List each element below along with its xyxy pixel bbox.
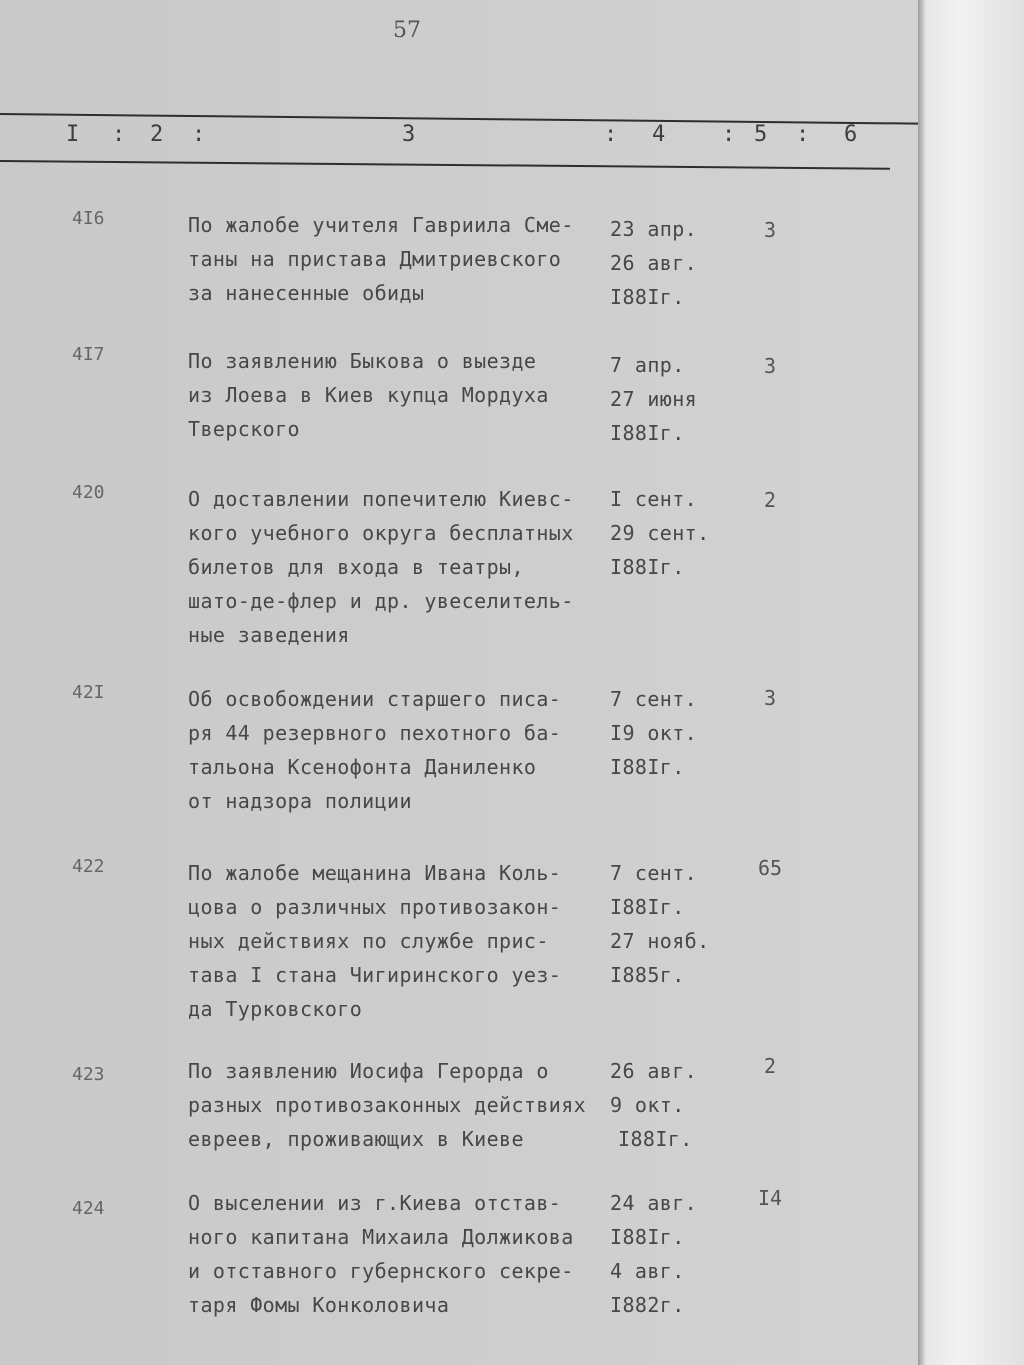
date-line: 7 апр.	[610, 353, 685, 377]
title-line: таря Фомы Конколовича	[188, 1293, 450, 1317]
title-line: ря 44 резервного пехотного ба-	[188, 721, 562, 745]
record-sheet-count: I4	[757, 1186, 783, 1210]
date-line: I88Iг.	[610, 421, 685, 445]
title-line: ного капитана Михаила Должикова	[188, 1225, 574, 1249]
title-line: таны на пристава Дмитриевского	[188, 247, 562, 271]
title-line: По жалобе учителя Гавриила Сме-	[188, 213, 574, 237]
title-line: и отставного губернского секре-	[188, 1259, 574, 1283]
column-header-2: 2	[150, 122, 164, 147]
record-title	[188, 682, 618, 818]
record-title	[188, 208, 618, 310]
date-line: 26 авг.	[610, 251, 698, 275]
record-sheet-count: 2	[763, 1054, 777, 1078]
title-line: из Лоева в Киев купца Мордуха	[188, 383, 549, 407]
title-line: билетов для входа в театры,	[188, 555, 524, 579]
column-separator: :	[604, 122, 618, 147]
date-line: 4 авг.	[610, 1259, 685, 1283]
date-line: 27 июня	[610, 387, 698, 411]
title-line: О доставлении попечителю Киевс-	[188, 487, 574, 511]
date-line: 7 сент.	[610, 687, 698, 711]
column-separator: :	[796, 122, 810, 147]
record-number: 423	[72, 1064, 105, 1085]
title-line: тальона Ксенофонта Даниленко	[188, 755, 537, 779]
title-line: тава I стана Чигиринского уез-	[188, 963, 562, 987]
header-rule-bottom	[0, 160, 890, 170]
column-header-3: 3	[402, 122, 416, 147]
date-line: I885г.	[610, 963, 685, 987]
header-rule-top	[0, 113, 918, 125]
date-line: I88Iг.	[610, 755, 685, 779]
date-line: 7 сент.	[610, 861, 698, 885]
title-line: По жалобе мещанина Ивана Коль-	[188, 861, 562, 885]
record-number: 42I	[72, 682, 105, 703]
date-line: I88Iг.	[610, 895, 685, 919]
column-header-1: I	[66, 122, 80, 147]
record-dates	[610, 1054, 730, 1156]
title-line: шато-де-флер и др. увеселитель-	[188, 589, 574, 613]
date-line: 27 нояб.	[610, 929, 710, 953]
record-sheet-count: 3	[763, 354, 777, 378]
record-dates	[610, 212, 730, 314]
record-dates	[610, 856, 730, 992]
page-binding-edge	[918, 0, 1024, 1365]
date-line: 26 авг.	[610, 1059, 698, 1083]
record-dates	[610, 1186, 730, 1322]
record-number: 4I6	[72, 208, 105, 229]
record-sheet-count: 65	[757, 856, 783, 880]
column-header-6: 6	[844, 122, 858, 147]
date-line: 9 окт.	[610, 1093, 685, 1117]
title-line: кого учебного округа бесплатных	[188, 521, 574, 545]
date-line: I88Iг.	[618, 1127, 693, 1151]
record-sheet-count: 3	[763, 686, 777, 710]
record-title	[188, 344, 618, 446]
column-separator: :	[112, 122, 126, 147]
title-line: По заявлению Быкова о выезде	[188, 349, 537, 373]
date-line: 24 авг.	[610, 1191, 698, 1215]
title-line: По заявлению Иосифа Герорда о	[188, 1059, 549, 1083]
column-header-5: 5	[754, 122, 768, 147]
title-line: Об освобождении старшего писа-	[188, 687, 562, 711]
record-number: 4I7	[72, 344, 105, 365]
title-line: ные заведения	[188, 623, 350, 647]
record-dates	[610, 482, 730, 584]
date-line: I882г.	[610, 1293, 685, 1317]
record-title	[188, 1054, 618, 1156]
record-title	[188, 1186, 618, 1322]
title-line: да Турковского	[188, 997, 363, 1021]
record-dates	[610, 348, 730, 450]
title-line: Тверского	[188, 417, 300, 441]
date-line: I88Iг.	[610, 285, 685, 309]
date-line: I9 окт.	[610, 721, 698, 745]
column-separator: :	[192, 122, 206, 147]
record-sheet-count: 2	[763, 488, 777, 512]
record-sheet-count: 3	[763, 218, 777, 242]
title-line: ных действиях по службе прис-	[188, 929, 549, 953]
date-line: 23 апр.	[610, 217, 698, 241]
title-line: от надзора полиции	[188, 789, 412, 813]
title-line: разных противозаконных действиях	[188, 1093, 587, 1117]
title-line: за нанесенные обиды	[188, 281, 425, 305]
record-dates	[610, 682, 730, 784]
title-line: цова о различных противозакон-	[188, 895, 562, 919]
record-number: 420	[72, 482, 105, 503]
record-number: 422	[72, 856, 105, 877]
page-number: 57	[393, 18, 421, 43]
record-number: 424	[72, 1198, 105, 1219]
date-line: I сент.	[610, 487, 698, 511]
date-line: I88Iг.	[610, 1225, 685, 1249]
column-separator: :	[722, 122, 736, 147]
title-line: евреев, проживающих в Киеве	[188, 1127, 524, 1151]
title-line: О выселении из г.Киева отстав-	[188, 1191, 562, 1215]
date-line: 29 сент.	[610, 521, 710, 545]
record-title	[188, 856, 618, 1026]
record-title	[188, 482, 618, 652]
column-header-4: 4	[652, 122, 666, 147]
date-line: I88Iг.	[610, 555, 685, 579]
